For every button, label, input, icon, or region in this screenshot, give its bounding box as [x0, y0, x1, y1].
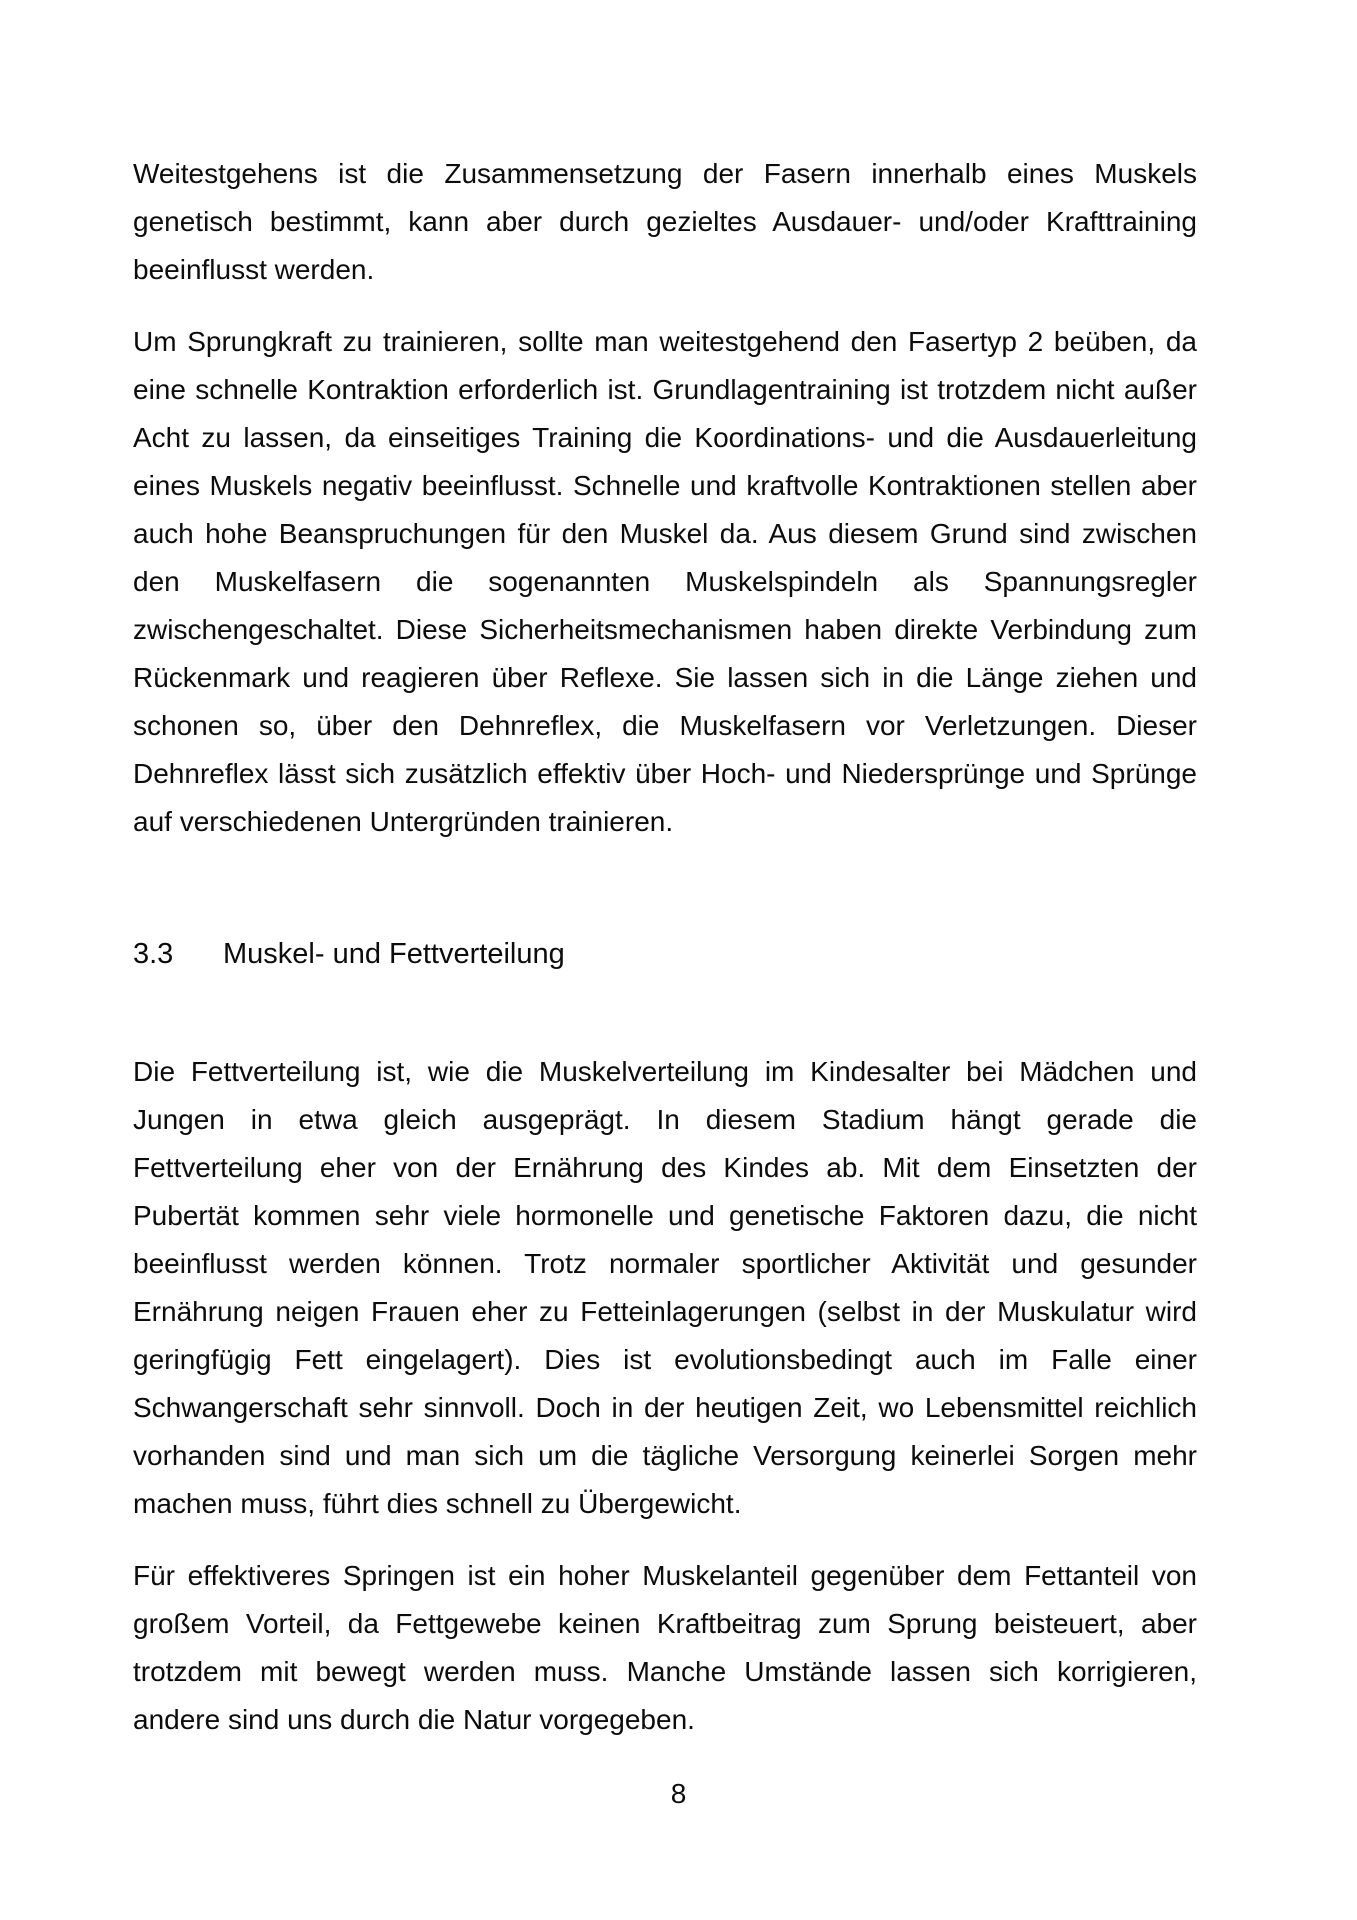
text-line: beeinflusst werden.	[133, 254, 375, 285]
document-body	[133, 150, 1197, 1768]
page-number: 8	[670, 1778, 687, 1809]
text-line: machen muss, führt dies schnell zu Übergewicht.	[133, 1488, 742, 1519]
text-line: Jungen in etwa gleich ausgeprägt. In diesem Stadium hängt gerade die	[133, 1104, 1197, 1135]
text-line: genetisch bestimmt, kann aber durch gezieltes Ausdauer- und/oder Krafttraining	[133, 206, 1197, 237]
text-line: schonen so, über den Dehnreflex, die Muskelfasern vor Verletzungen. Dieser	[133, 710, 1197, 741]
section-number: 3.3	[133, 938, 174, 970]
text-line: auf verschiedenen Untergründen trainieren.	[133, 806, 674, 837]
text-line: zwischengeschaltet. Diese Sicherheitsmechanismen haben direkte Verbindung zum	[133, 614, 1197, 645]
text-line: Fettverteilung eher von der Ernährung des Kindes ab. Mit dem Einsetzten der	[133, 1152, 1197, 1183]
text-line: auch hohe Beanspruchungen für den Muskel da. Aus diesem Grund sind zwischen	[133, 518, 1197, 549]
text-line: Die Fettverteilung ist, wie die Muskelverteilung im Kindesalter bei Mädchen und	[133, 1056, 1197, 1087]
text-line: geringfügig Fett eingelagert). Dies ist evolutionsbedingt auch im Falle einer	[133, 1344, 1197, 1375]
text-line: Für effektiveres Springen ist ein hoher Muskelanteil gegenüber dem Fettanteil von	[133, 1560, 1197, 1591]
paragraph-fettverteilung	[133, 1048, 1197, 1528]
text-line: Dehnreflex lässt sich zusätzlich effektiv über Hoch- und Niedersprünge und Sprünge	[133, 758, 1197, 789]
text-line: Ernährung neigen Frauen eher zu Fetteinlagerungen (selbst in der Muskulatur wird	[133, 1296, 1197, 1327]
paragraph-sprungkraft-training	[133, 318, 1197, 846]
text-line: trotzdem mit bewegt werden muss. Manche Umstände lassen sich korrigieren,	[133, 1656, 1197, 1687]
text-line: vorhanden sind und man sich um die tägliche Versorgung keinerlei Sorgen mehr	[133, 1440, 1197, 1471]
paragraph-fasern-zusammensetzung	[133, 150, 1197, 294]
text-line: Rückenmark und reagieren über Reflexe. Sie lassen sich in die Länge ziehen und	[133, 662, 1197, 693]
text-line: den Muskelfasern die sogenannten Muskelspindeln als Spannungsregler	[133, 566, 1197, 597]
text-line: beeinflusst werden können. Trotz normaler sportlicher Aktivität und gesunder	[133, 1248, 1197, 1279]
text-line: Schwangerschaft sehr sinnvoll. Doch in der heutigen Zeit, wo Lebensmittel reichlich	[133, 1392, 1197, 1423]
paragraph-muskelanteil-fettanteil	[133, 1552, 1197, 1744]
text-line: Um Sprungkraft zu trainieren, sollte man weitestgehend den Fasertyp 2 beüben, da	[133, 326, 1197, 357]
text-line: andere sind uns durch die Natur vorgegeben.	[133, 1704, 695, 1735]
text-line: Acht zu lassen, da einseitiges Training die Koordinations- und die Ausdauerleitung	[133, 422, 1197, 453]
text-line: großem Vorteil, da Fettgewebe keinen Kraftbeitrag zum Sprung beisteuert, aber	[133, 1608, 1197, 1639]
text-line: Pubertät kommen sehr viele hormonelle und genetische Faktoren dazu, die nicht	[133, 1200, 1197, 1231]
text-line: Weitestgehens ist die Zusammensetzung der Fasern innerhalb eines Muskels	[133, 158, 1197, 189]
text-line: eine schnelle Kontraktion erforderlich ist. Grundlagentraining ist trotzdem nicht außer	[133, 374, 1197, 405]
section-heading-3-3	[133, 930, 1197, 978]
text-line: eines Muskels negativ beeinflusst. Schnelle und kraftvolle Kontraktionen stellen aber	[133, 470, 1197, 501]
section-title: Muskel- und Fettverteilung	[223, 938, 565, 970]
